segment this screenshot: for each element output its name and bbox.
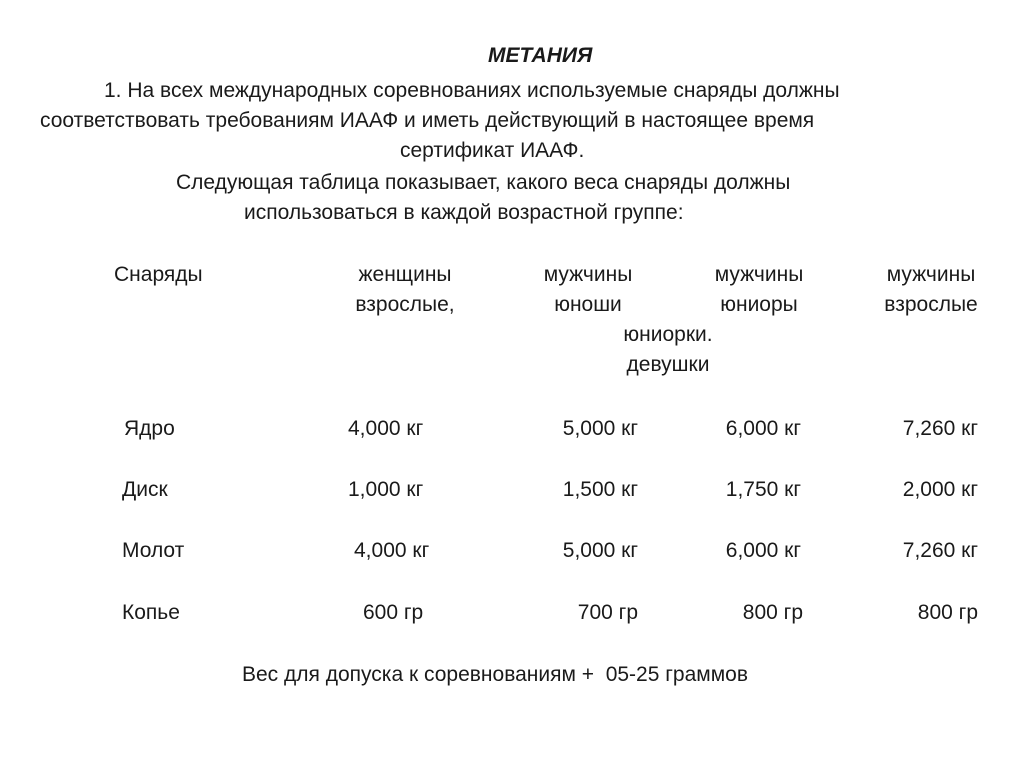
- row-women-weight: 4,000 кг: [354, 539, 430, 562]
- row-implement-name: Молот: [122, 539, 185, 562]
- row-juniors-weight: 6,000 кг: [725, 539, 801, 562]
- header-women-line-1: женщины: [358, 263, 452, 286]
- header-youth-line-2: юноши: [554, 293, 622, 316]
- row-juniors-weight: 1,750 кг: [725, 478, 801, 501]
- header-adults-line-2: взрослые: [884, 293, 978, 316]
- header-note: [598, 320, 738, 380]
- intro-line-3: сертификат ИААФ.: [400, 139, 585, 162]
- intro-line-4: Следующая таблица показывает, какого веса снаряды должны: [176, 171, 791, 194]
- row-adults-weight: 2,000 кг: [902, 478, 978, 501]
- header-women-line-2: взрослые,: [355, 293, 455, 316]
- row-implement-name: Копье: [122, 601, 180, 624]
- tolerance-note: Вес для допуска к соревнованиям + 05-25 граммов: [242, 663, 748, 686]
- row-women-weight: 4,000 кг: [348, 417, 424, 440]
- header-women: [340, 260, 470, 320]
- header-implement: Снаряды: [114, 263, 203, 286]
- row-youth-weight: 5,000 кг: [562, 417, 638, 440]
- header-juniors-line-2: юниоры: [720, 293, 798, 316]
- header-note-line-2: девушки: [626, 353, 710, 376]
- row-adults-weight: 7,260 кг: [902, 539, 978, 562]
- header-adults-line-1: мужчины: [886, 263, 976, 286]
- header-youth: [523, 260, 653, 320]
- row-youth-weight: 1,500 кг: [562, 478, 638, 501]
- row-juniors-weight: 6,000 кг: [725, 417, 801, 440]
- header-juniors-line-1: мужчины: [714, 263, 804, 286]
- row-implement-name: Ядро: [124, 417, 175, 440]
- header-youth-line-1: мужчины: [543, 263, 633, 286]
- row-juniors-weight: 800 гр: [742, 601, 803, 624]
- header-juniors: [694, 260, 824, 320]
- row-youth-weight: 700 гр: [577, 601, 638, 624]
- header-note-line-1: юниорки.: [623, 323, 713, 346]
- row-women-weight: 600 гр: [363, 601, 424, 624]
- row-implement-name: Диск: [122, 478, 168, 501]
- intro-line-1: 1. На всех международных соревнованиях используемые снаряды должны: [104, 79, 840, 102]
- header-adults: [866, 260, 996, 320]
- intro-line-5: использоваться в каждой возрастной группе:: [244, 201, 684, 224]
- row-youth-weight: 5,000 кг: [562, 539, 638, 562]
- row-adults-weight: 7,260 кг: [902, 417, 978, 440]
- row-adults-weight: 800 гр: [917, 601, 978, 624]
- intro-line-2: соответствовать требованиям ИААФ и иметь действующий в настоящее время: [40, 109, 815, 132]
- page-title: МЕТАНИЯ: [488, 44, 593, 67]
- row-women-weight: 1,000 кг: [348, 478, 424, 501]
